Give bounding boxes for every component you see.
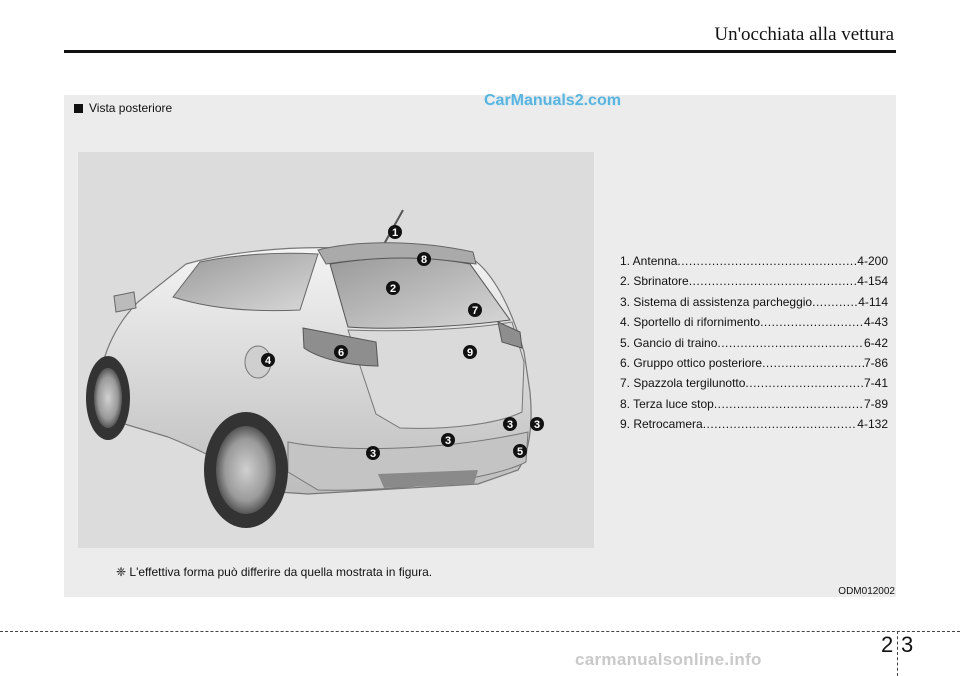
- list-item: [620, 353, 888, 373]
- callout-8-label: 8: [420, 254, 428, 266]
- figure-note: ❈ L'effettiva forma può differire da quella mostrata in figura.: [116, 565, 433, 579]
- part-page: 4-154: [857, 274, 888, 289]
- part-page: 4-132: [857, 417, 888, 432]
- callout-4-label: 4: [264, 355, 272, 367]
- part-label: 2. Sbrinatore: [620, 274, 689, 289]
- part-page: 4-114: [858, 294, 888, 309]
- part-label: 3. Sistema di assistenza parcheggio: [620, 294, 813, 309]
- list-item: [620, 394, 888, 414]
- part-label: 9. Retrocamera: [620, 417, 703, 432]
- callout-9-label: 9: [466, 347, 474, 359]
- part-label: 4. Sportello di rifornimento: [620, 315, 761, 330]
- list-item: [620, 414, 888, 434]
- side-mirror: [114, 292, 136, 312]
- leader-dots: [717, 333, 864, 353]
- front-wheel-rim: [94, 368, 122, 428]
- leader-dots: [760, 312, 864, 332]
- rear-wheel-rim: [216, 426, 276, 514]
- callout-3b: [530, 417, 544, 431]
- section-label: [74, 101, 172, 115]
- part-label: 7. Spazzola tergilunotto: [620, 376, 746, 391]
- callout-3a: [503, 417, 517, 431]
- car-rear-view-svg: [78, 152, 594, 548]
- running-header-title: Un'occhiata alla vettura: [714, 24, 894, 45]
- callout-3b-label: 3: [533, 419, 541, 431]
- part-page: 7-89: [863, 396, 888, 411]
- part-label: 5. Gancio di traino: [620, 335, 718, 350]
- watermark-bottom: carmanualsonline.info: [575, 650, 762, 669]
- callout-7-label: 7: [471, 305, 479, 317]
- part-page: 7-41: [863, 376, 888, 391]
- part-label: 6. Gruppo ottico posteriore: [620, 356, 763, 371]
- callout-6: [334, 345, 348, 359]
- callout-3d: [366, 446, 380, 460]
- list-item: [620, 292, 888, 312]
- list-item: [620, 333, 888, 353]
- leader-dots: [745, 373, 864, 393]
- section-label-text: Vista posteriore: [89, 101, 173, 115]
- chapter-number: 2: [881, 632, 894, 657]
- list-item: [620, 373, 888, 393]
- header-rule: [64, 50, 896, 53]
- leader-dots: [703, 414, 858, 434]
- callout-8: [417, 252, 431, 266]
- watermark-top: CarManuals2.com: [484, 92, 621, 109]
- list-item: [620, 271, 888, 291]
- part-label: 8. Terza luce stop: [620, 396, 714, 411]
- part-page: 6-42: [863, 335, 888, 350]
- leader-dots: [812, 292, 858, 312]
- part-page: 4-43: [863, 315, 888, 330]
- square-bullet-icon: [74, 104, 83, 113]
- list-item: [620, 251, 888, 271]
- footer-dashed-rule: [0, 631, 960, 632]
- image-code: ODM012002: [838, 586, 895, 597]
- callout-3a-label: 3: [506, 419, 514, 431]
- callout-3d-label: 3: [369, 448, 377, 460]
- part-page: 4-200: [857, 254, 888, 268]
- parts-list: [620, 251, 888, 435]
- page-number: 3: [901, 632, 914, 657]
- callout-9: [463, 345, 477, 359]
- leader-dots: [677, 251, 857, 271]
- callout-2-label: 2: [389, 283, 397, 295]
- list-item: [620, 312, 888, 332]
- leader-dots: [714, 394, 864, 414]
- callout-3c-label: 3: [444, 435, 452, 447]
- page-number-divider: [897, 631, 898, 676]
- part-page: 7-86: [863, 356, 888, 371]
- callout-5-label: 5: [516, 446, 524, 458]
- callout-6-label: 6: [337, 347, 345, 359]
- leader-dots: [689, 271, 858, 291]
- callout-5: [513, 444, 527, 458]
- callout-4: [261, 353, 275, 367]
- callout-1-label: 1: [391, 227, 399, 239]
- leader-dots: [762, 353, 864, 373]
- part-label: 1. Antenna: [620, 254, 678, 268]
- callout-1: [388, 225, 402, 239]
- vehicle-illustration: [78, 152, 594, 548]
- callout-3c: [441, 433, 455, 447]
- callout-7: [468, 303, 482, 317]
- callout-2: [386, 281, 400, 295]
